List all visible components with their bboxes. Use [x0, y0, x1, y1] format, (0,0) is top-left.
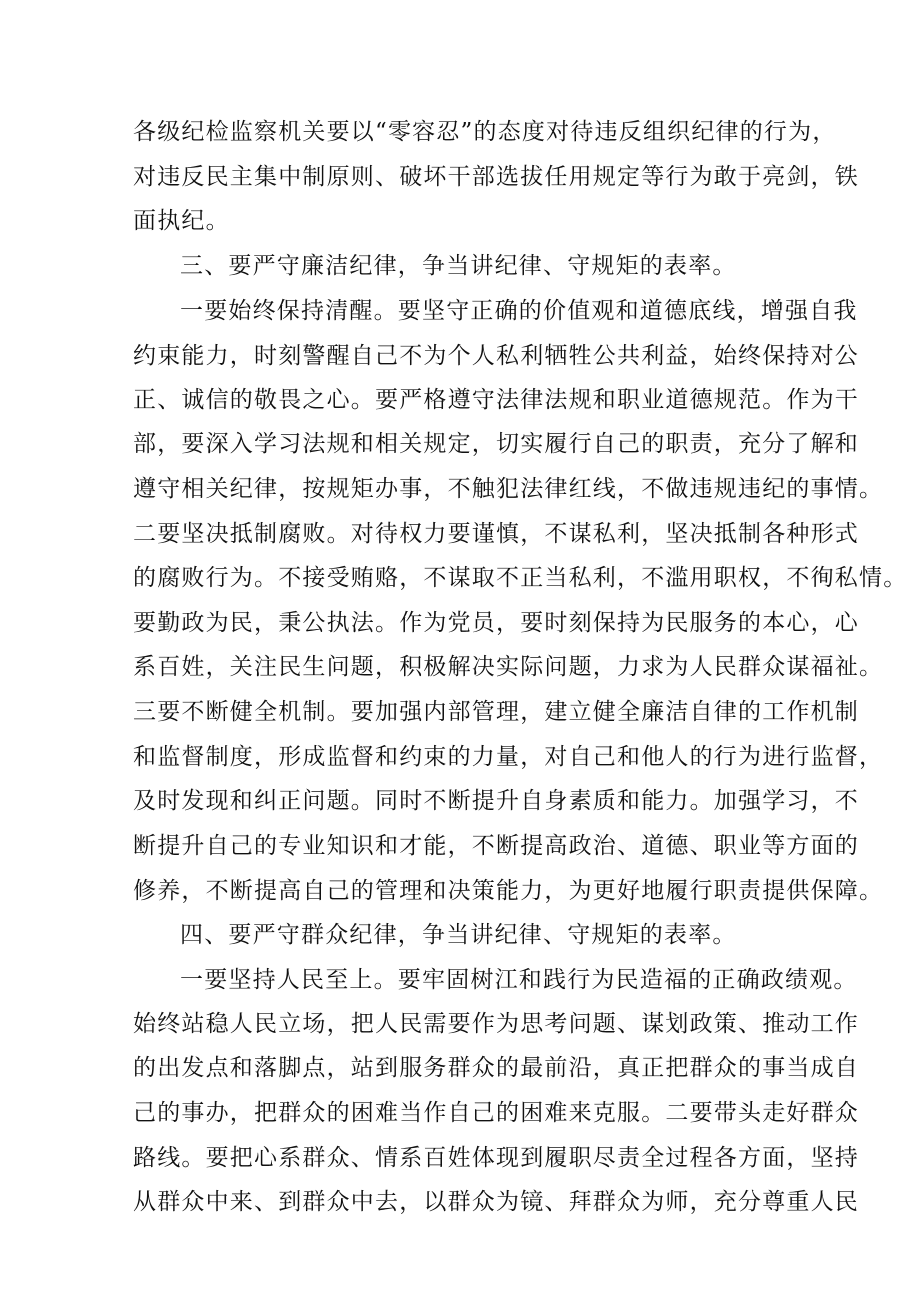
- text-line: 二要坚决抵制腐败。对待权力要谨慎，不谋私利，坚决抵制各种形式: [133, 521, 859, 547]
- text-line: 要勤政为民，秉公执法。作为党员，要时刻保持为民服务的本心，心: [133, 610, 859, 636]
- text-line: 一要始终保持清醒。要坚守正确的价值观和道德底线，增强自我: [180, 298, 858, 324]
- text-line: 系百姓，关注民生问题，积极解决实际问题，力求为人民群众谋福祉。: [133, 654, 884, 680]
- text-line: 遵守相关纪律，按规矩办事，不触犯法律红线，不做违规违纪的事情。: [133, 476, 884, 502]
- text-line: 面执纪。: [133, 208, 230, 234]
- section-heading: 三、要严守廉洁纪律，争当讲纪律、守规矩的表率。: [180, 253, 737, 279]
- text-line: 断提升自己的专业知识和才能，不断提高政治、道德、职业等方面的: [133, 833, 859, 859]
- text-line: 对违反民主集中制原则、破坏干部选拔任用规定等行为敢于亮剑，铁: [133, 164, 859, 190]
- text-line: 修养，不断提高自己的管理和决策能力，为更好地履行职责提供保障。: [133, 878, 884, 904]
- text-line: 正、诚信的敬畏之心。要严格遵守法律法规和职业道德规范。作为干: [133, 387, 859, 413]
- section-heading: 四、要严守群众纪律，争当讲纪律、守规矩的表率。: [180, 922, 737, 948]
- text-line: 三要不断健全机制。要加强内部管理，建立健全廉洁自律的工作机制: [133, 699, 859, 725]
- text-line: 和监督制度，形成监督和约束的力量，对自己和他人的行为进行监督，: [133, 744, 884, 770]
- text-line: 从群众中来、到群众中去，以群众为镜、拜群众为师，充分尊重人民: [133, 1189, 859, 1215]
- text-line: 一要坚持人民至上。要牢固树江和践行为民造福的正确政绩观。: [180, 967, 858, 993]
- text-line: 的腐败行为。不接受贿赂，不谋取不正当私利，不滥用职权，不徇私情。: [133, 565, 908, 591]
- text-line: 部，要深入学习法规和相关规定，切实履行自己的职责，充分了解和: [133, 431, 859, 457]
- text-line: 约束能力，时刻警醒自己不为个人私利牺牲公共利益，始终保持对公: [133, 343, 859, 369]
- text-line: 己的事办，把群众的困难当作自己的困难来克服。二要带头走好群众: [133, 1100, 859, 1126]
- text-line: 路线。要把心系群众、情系百姓体现到履职尽责全过程各方面，坚持: [133, 1145, 859, 1171]
- text-line: 及时发现和纠正问题。同时不断提升自身素质和能力。加强学习，不: [133, 788, 859, 814]
- text-line: 的出发点和落脚点，站到服务群众的最前沿，真正把群众的事当成自: [133, 1055, 859, 1081]
- text-line: 始终站稳人民立场，把人民需要作为思考问题、谋划政策、推动工作: [133, 1011, 859, 1037]
- text-line: 各级纪检监察机关要以“零容忍”的态度对待违反组织纪律的行为，: [133, 119, 837, 145]
